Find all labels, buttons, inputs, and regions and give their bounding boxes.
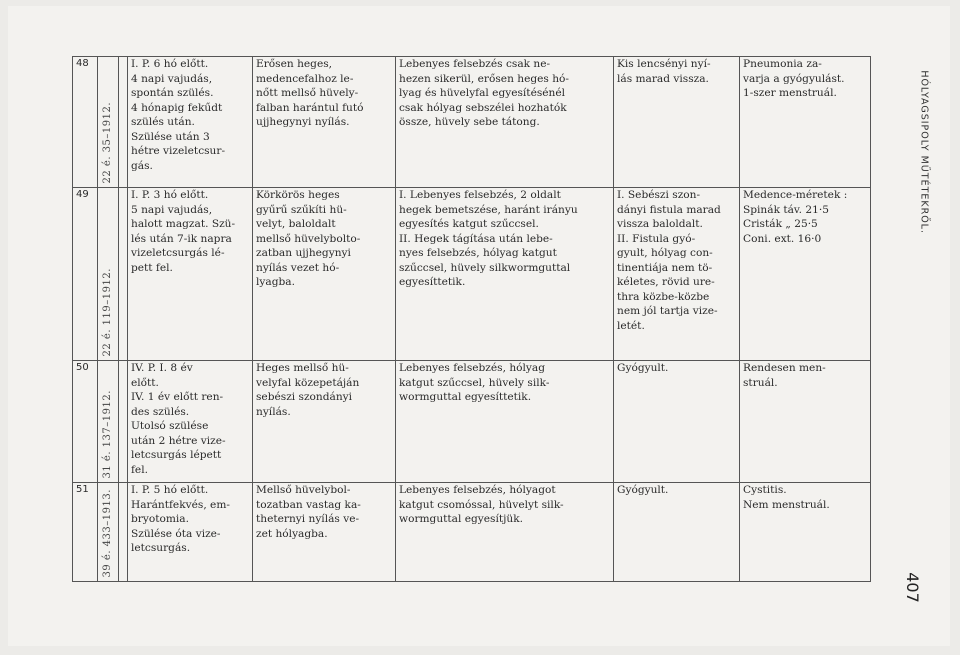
text-line: Harántfekvés, em- [131,498,230,511]
text-line: Kis lencsényi nyí- [617,58,711,70]
case-row [73,483,871,582]
operation-cell [396,483,614,582]
text-line: letét. [617,319,645,332]
text-line: lyagba. [256,276,295,288]
text-line: egyesíttetik. [399,276,466,288]
text-line: Lebenyes felsebzés csak ne- [399,58,551,70]
text-line: wormguttal egyesítjük. [399,513,524,525]
text-line: velyt, baloldalt [256,218,336,230]
text-line: lyag és hüvelyfal egyesítésénél [399,87,566,99]
text-line: wormguttal egyesíttetik. [399,391,532,403]
text-line: nőtt mellső hüvely- [256,87,359,99]
text-line: Rendesen men- [743,362,826,374]
text-line: nyílás. [256,405,291,418]
text-line: zatban ujjhegynyi [256,247,351,259]
text-line: thra közbe-közbe [617,290,710,303]
text-line: Lebenyes felsebzés, hólyagot [399,484,556,496]
text-line: lás marad vissza. [617,72,709,85]
text-line: 5 napi vajudás, [131,203,213,216]
finding-cell [253,57,396,188]
text-line: theternyi nyílás ve- [256,513,360,525]
text-line: nyílás vezet hó- [256,261,340,274]
notes-cell [740,188,871,361]
text-line: I. P. 6 hó előtt. [131,58,209,70]
text-line: pett fel. [131,261,173,274]
history-cell [128,483,253,582]
text-line: IV. 1 év előtt ren- [131,391,224,403]
text-line: vissza baloldalt. [617,218,703,230]
text-line: I. P. 5 hó előtt. [131,484,209,496]
case-number: 49 [73,188,98,361]
text-line: II. Hegek tágítása után lebe- [399,232,553,245]
text-line: sebészi szondányi [256,391,353,403]
text-line: hegek bemetszése, haránt irányu [399,203,578,216]
text-line: tinentiája nem tö- [617,261,713,274]
text-line: fel. [131,463,148,476]
text-line: után 2 hétre vize- [131,434,226,447]
text-line: halott magzat. Szü- [131,218,236,230]
case-row [73,188,871,361]
scanned-page [8,6,950,646]
double-rule [119,57,128,188]
notes-cell [740,361,871,483]
text-line: dányi fistula marad [617,203,721,216]
text-line: Nem menstruál. [743,498,830,511]
operation-cell [396,188,614,361]
text-line: kéletes, rövid ure- [617,276,715,288]
registry-cell [98,188,119,361]
running-head: HÓLYAGSIPOLY MŰTÉTEKRŐL. [919,70,930,234]
text-line: 4 hónapig fekűdt [131,101,223,114]
text-line: 4 napi vajudás, [131,72,213,85]
text-line: Heges mellső hü- [256,362,349,374]
registry-label: 39 é. 433–1913. [101,488,113,577]
registry-cell [98,483,119,582]
text-line: csak hólyag sebszélei hozhatók [399,101,567,114]
finding-cell [253,188,396,361]
text-line: I. P. 3 hó előtt. [131,189,209,201]
double-rule [119,483,128,582]
text-line: katgut szűccsel, hüvely silk- [399,376,550,389]
case-row [73,361,871,483]
finding-cell [253,361,396,483]
text-line: nyes felsebzés, hólyag katgut [399,247,557,259]
text-line: des szülés. [131,405,190,418]
text-line: II. Fistula gyó- [617,232,696,245]
text-line: hezen sikerül, erősen heges hó- [399,72,569,85]
text-line: mellső hüvelybolto- [256,232,361,245]
notes-cell [740,483,871,582]
text-line: szűccsel, hüvely silkwormguttal [399,261,571,274]
text-line: ujjhegynyi nyílás. [256,116,350,128]
result-cell [614,361,740,483]
text-line: velyfal közepetáján [256,376,360,389]
text-line: Cristák „ 25·5 [743,218,818,230]
text-line: varja a gyógyulást. [743,72,845,85]
text-line: Szülése óta vize- [131,527,221,540]
text-line: spontán szülés. [131,87,214,99]
text-line: 1-szer menstruál. [743,87,837,99]
text-line: falban harántul futó [256,101,364,114]
operation-cell [396,57,614,188]
text-line: Coni. ext. 16·0 [743,232,822,245]
text-line: I. Sebészi szon- [617,189,701,201]
result-cell [614,483,740,582]
text-line: nem jól tartja vize- [617,305,718,317]
case-number: 51 [73,483,98,582]
double-rule [119,188,128,361]
result-cell [614,188,740,361]
text-line: bryotomia. [131,513,189,525]
text-line: letcsurgás. [131,542,191,554]
history-cell [128,188,253,361]
text-line: zet hólyagba. [256,527,328,540]
finding-cell [253,483,396,582]
text-line: hétre vizeletcsur- [131,145,226,157]
registry-cell [98,57,119,188]
text-line: gás. [131,159,153,172]
text-line: Körkörös heges [256,189,340,201]
page-number: 407 [903,572,923,603]
case-row [73,57,871,188]
text-line: Pneumonia za- [743,58,822,70]
text-line: gyűrű szűkíti hü- [256,203,347,216]
registry-label: 22 é. 35–1912. [101,101,113,183]
text-line: tozatban vastag ka- [256,498,361,511]
text-line: gyult, hólyag con- [617,247,713,259]
registry-cell [98,361,119,483]
notes-cell [740,57,871,188]
result-cell [614,57,740,188]
case-table [72,56,871,582]
registry-label: 31 é. 137–1912. [101,389,113,478]
text-line: szülés után. [131,116,195,128]
text-line: Szülése után 3 [131,130,210,143]
text-line: lés után 7-ik napra [131,232,232,245]
case-number: 50 [73,361,98,483]
registry-label: 22 é. 119–1912. [101,267,113,356]
operation-cell [396,361,614,483]
text-line: egyesítés katgut szűccsel. [399,218,539,230]
text-line: Erősen heges, [256,58,333,70]
history-cell [128,361,253,483]
text-line: Utolsó szülése [131,420,209,432]
text-line: Gyógyult. [617,362,669,374]
text-line: I. Lebenyes felsebzés, 2 oldalt [399,189,561,201]
text-line: vizeletcsurgás lé- [131,247,225,259]
history-cell [128,57,253,188]
text-line: Medence-méretek : [743,189,848,201]
text-line: Gyógyult. [617,484,669,496]
text-line: letcsurgás lépett [131,449,222,461]
text-line: előtt. [131,376,159,389]
text-line: struál. [743,376,778,389]
text-line: katgut csomóssal, hüvelyt silk- [399,498,564,511]
text-line: össze, hüvely sebe tátong. [399,116,540,128]
text-line: Lebenyes felsebzés, hólyag [399,362,545,374]
case-number: 48 [73,57,98,188]
text-line: IV. P. I. 8 év [131,362,193,374]
double-rule [119,361,128,483]
text-line: Cystitis. [743,484,787,496]
text-line: Spinák táv. 21·5 [743,203,829,216]
text-line: Mellső hüvelybol- [256,484,351,496]
text-line: medencefalhoz le- [256,72,354,85]
